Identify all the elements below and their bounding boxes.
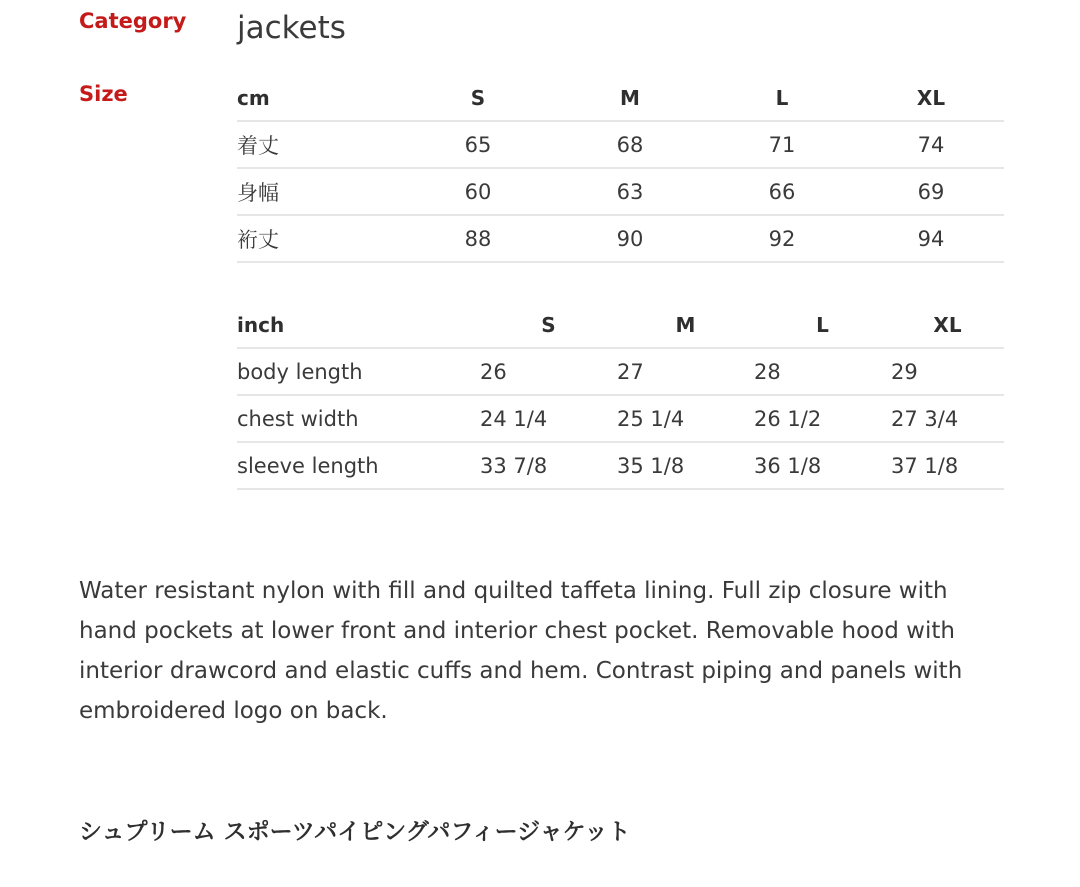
row-label: 身幅 xyxy=(237,168,402,215)
size-header-l: L xyxy=(754,302,891,348)
size-label: Size xyxy=(79,82,128,106)
table-cell: 74 xyxy=(858,121,1004,168)
table-cell: 36 1/8 xyxy=(754,442,891,489)
table-cell: 65 xyxy=(402,121,554,168)
unit-header: cm xyxy=(237,75,402,121)
table-row xyxy=(237,168,1004,215)
category-value: jackets xyxy=(237,10,346,46)
table-cell: 35 1/8 xyxy=(617,442,754,489)
row-label: 着丈 xyxy=(237,121,402,168)
product-name: シュプリーム スポーツパイピングパフィージャケット xyxy=(79,819,631,845)
size-header-m: M xyxy=(617,302,754,348)
size-header-s: S xyxy=(480,302,617,348)
table-cell: 68 xyxy=(554,121,706,168)
row-label: sleeve length xyxy=(237,442,480,489)
table-cell: 60 xyxy=(402,168,554,215)
row-label: 裄丈 xyxy=(237,215,402,262)
table-cell: 29 xyxy=(891,348,1004,395)
size-header-l: L xyxy=(706,75,858,121)
product-description: Water resistant nylon with fill and quilted taffeta lining. Full zip closure with hand pockets at lower front and interior chest pocket. Removable hood with interior drawcord and elastic cuffs and hem. Contrast piping and panels with embroidered logo on back. xyxy=(79,578,963,724)
table-cell: 94 xyxy=(858,215,1004,262)
table-row xyxy=(237,395,1004,442)
table-cell: 92 xyxy=(706,215,858,262)
table-row xyxy=(237,348,1004,395)
table-row xyxy=(237,121,1004,168)
size-header-s: S xyxy=(402,75,554,121)
table-cell: 27 3/4 xyxy=(891,395,1004,442)
table-header-row xyxy=(237,302,1004,348)
table-cell: 66 xyxy=(706,168,858,215)
table-cell: 90 xyxy=(554,215,706,262)
size-header-xl: XL xyxy=(891,302,1004,348)
table-cell: 25 1/4 xyxy=(617,395,754,442)
table-cell: 26 1/2 xyxy=(754,395,891,442)
table-cell: 63 xyxy=(554,168,706,215)
inch-size-table xyxy=(237,302,1004,490)
table-cell: 37 1/8 xyxy=(891,442,1004,489)
table-cell: 33 7/8 xyxy=(480,442,617,489)
size-header-m: M xyxy=(554,75,706,121)
unit-header: inch xyxy=(237,302,480,348)
table-header-row xyxy=(237,75,1004,121)
table-cell: 28 xyxy=(754,348,891,395)
table-cell: 27 xyxy=(617,348,754,395)
table-cell: 24 1/4 xyxy=(480,395,617,442)
row-label: body length xyxy=(237,348,480,395)
category-label: Category xyxy=(79,9,187,33)
cm-size-table xyxy=(237,75,1004,263)
table-row xyxy=(237,442,1004,489)
table-cell: 69 xyxy=(858,168,1004,215)
table-cell: 26 xyxy=(480,348,617,395)
size-header-xl: XL xyxy=(858,75,1004,121)
table-cell: 71 xyxy=(706,121,858,168)
table-row xyxy=(237,215,1004,262)
table-cell: 88 xyxy=(402,215,554,262)
row-label: chest width xyxy=(237,395,480,442)
